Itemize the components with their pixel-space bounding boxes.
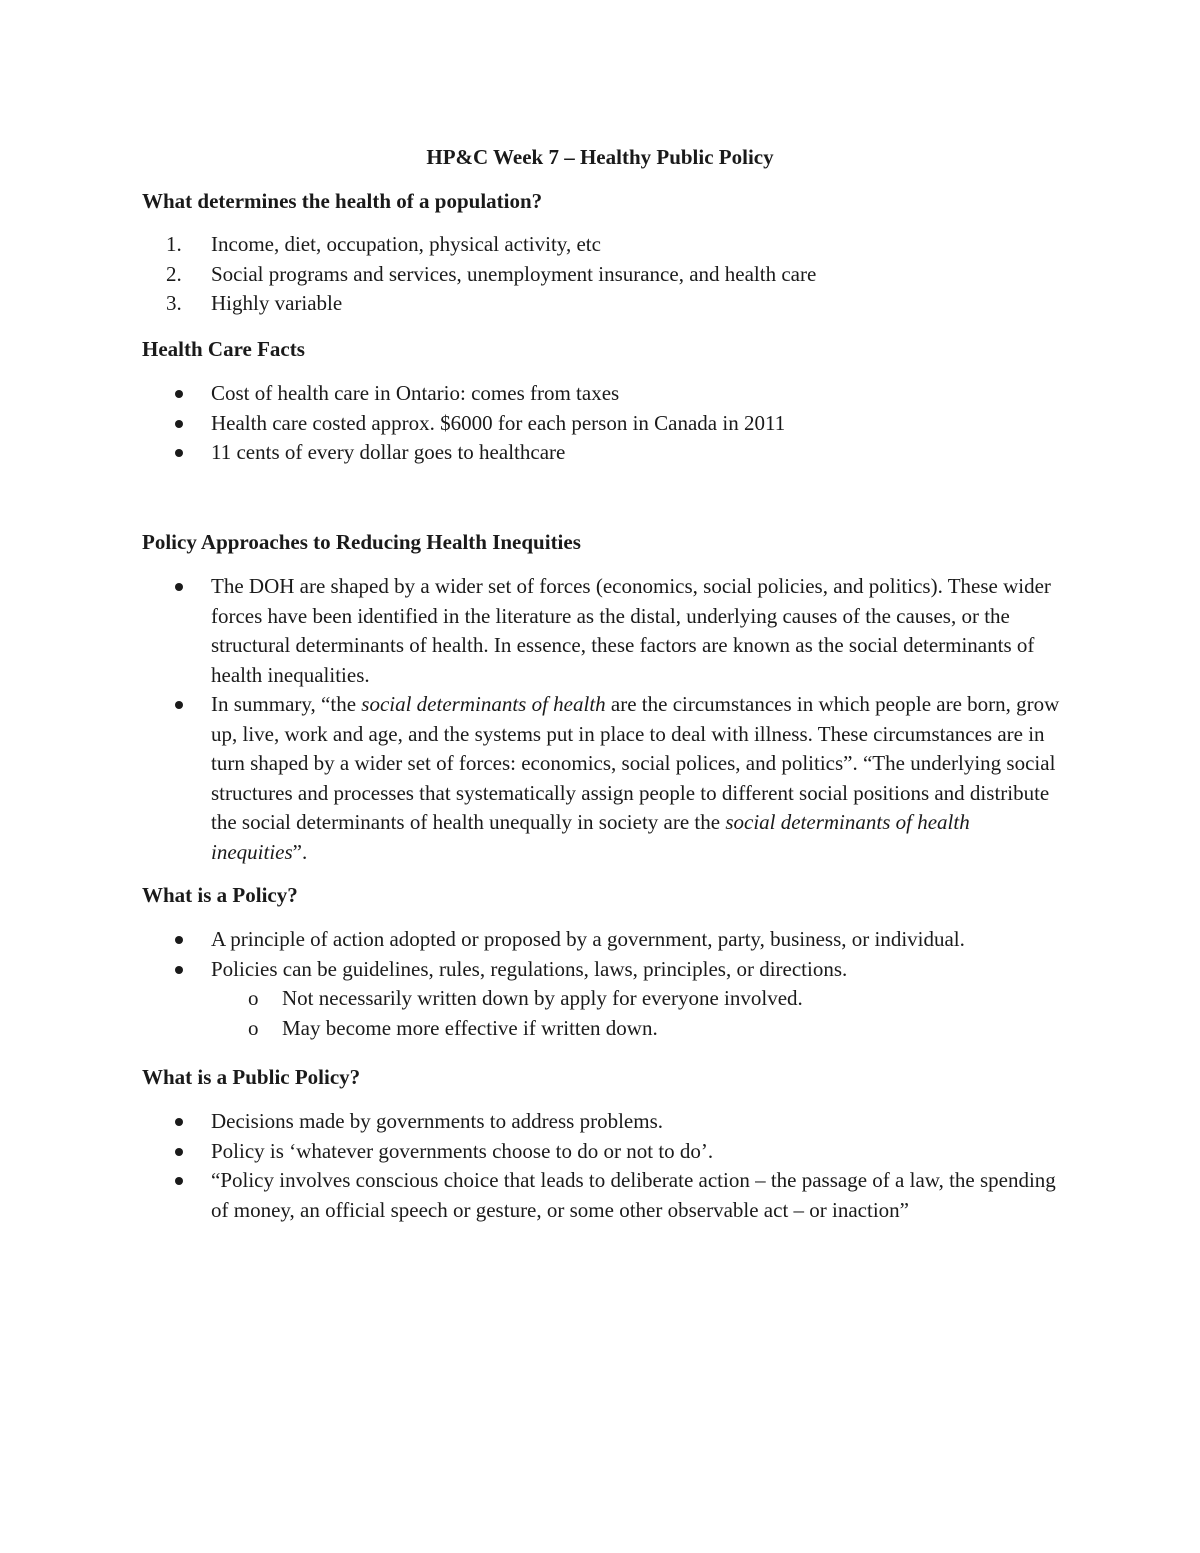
facts-list <box>0 379 1061 468</box>
list-item <box>0 572 1061 690</box>
sub-bullet: o <box>248 1015 259 1040</box>
sub-list-item-text: May become more effective if written down. <box>282 1015 658 1040</box>
italic-term: social determinants of health inequities <box>211 810 970 864</box>
determinants-list <box>0 230 1061 319</box>
bullet-icon <box>175 936 183 944</box>
bullet-icon <box>175 449 183 457</box>
sub-list-item <box>0 1014 1062 1044</box>
sub-list-item <box>0 984 1062 1014</box>
list-item <box>0 438 1061 468</box>
sub-bullet: o <box>248 986 259 1010</box>
list-item-text: A principle of action adopted or proposed by a government, party, business, or individual. <box>211 927 965 951</box>
heading-what-is-public-policy: What is a Public Policy? <box>142 1065 361 1089</box>
list-item-text: Highly variable <box>211 291 343 315</box>
approaches-list <box>0 572 1061 867</box>
heading-health-care-facts: Health Care Facts <box>142 337 305 361</box>
heading-determinants: What determines the health of a population? <box>142 189 543 213</box>
bullet-icon <box>175 966 183 974</box>
list-item-text: The DOH are shaped by a wider set of forces (economics, social policies, and politics). These wider forces have been identified in the literature as the distal, underlying causes of the causes, or the structural determinants of health. In essence, these factors are known as the social determinants of health inequalities. <box>211 574 1051 687</box>
list-item-text <box>211 692 1059 864</box>
list-item <box>0 690 1061 867</box>
bullet-icon <box>175 583 183 591</box>
list-item <box>0 230 1061 260</box>
list-item-text: Policies can be guidelines, rules, regulations, laws, principles, or directions. <box>211 956 848 981</box>
list-item <box>0 955 1061 985</box>
text-run: In summary, “the <box>211 692 362 716</box>
bullet-icon <box>175 420 183 428</box>
italic-term: social determinants of health <box>361 692 606 716</box>
public-policy-list <box>0 1107 1061 1225</box>
list-item-text: 11 cents of every dollar goes to healthcare <box>211 440 566 464</box>
bullet-icon <box>175 390 183 398</box>
list-number: 2. <box>166 261 182 286</box>
list-item <box>0 289 1061 319</box>
bullet-icon <box>175 701 183 709</box>
list-item <box>0 925 1061 955</box>
bullet-icon <box>175 1148 183 1156</box>
list-item-text: Income, diet, occupation, physical activity, etc <box>211 232 601 256</box>
list-item-text: Social programs and services, unemployment insurance, and health care <box>211 261 817 286</box>
sub-list-item-text: Not necessarily written down by apply for everyone involved. <box>282 986 803 1010</box>
list-item <box>0 1137 1061 1167</box>
list-item <box>0 260 1061 290</box>
list-item <box>0 1166 1061 1225</box>
list-item-text: Decisions made by governments to address problems. <box>211 1109 663 1133</box>
text-run: are the circumstances in which people are born, grow up, live, work and age, and the systems put in place to deal with illness. These circumstances are in turn shaped by a wider set of forces: economics, social polices, and politics”. “The underlying social structures and processes that systematically assign people to different social positions and distribute the social determinants of health unequally in society are the <box>211 692 1060 834</box>
list-item-text: “Policy involves conscious choice that leads to deliberate action – the passage of a law, the spending of money, an official speech or gesture, or some other observable act – or inaction” <box>211 1168 1056 1222</box>
list-item-text: Policy is ‘whatever governments choose to do or not to do’. <box>211 1138 714 1163</box>
heading-what-is-policy: What is a Policy? <box>142 883 298 907</box>
list-item-text: Health care costed approx. $6000 for each person in Canada in 2011 <box>211 410 786 435</box>
policy-list <box>0 925 1062 1043</box>
list-number: 3. <box>166 291 182 315</box>
list-number: 1. <box>166 232 182 256</box>
list-item <box>0 409 1061 439</box>
bullet-icon <box>175 1177 183 1185</box>
document-title: HP&C Week 7 – Healthy Public Policy <box>426 145 774 169</box>
bullet-icon <box>175 1118 183 1126</box>
list-item-text: Cost of health care in Ontario: comes from taxes <box>211 381 620 405</box>
list-item <box>0 1107 1061 1137</box>
list-item <box>0 379 1061 409</box>
heading-policy-approaches: Policy Approaches to Reducing Health Inequities <box>142 530 581 554</box>
text-run: ”. <box>292 839 308 864</box>
